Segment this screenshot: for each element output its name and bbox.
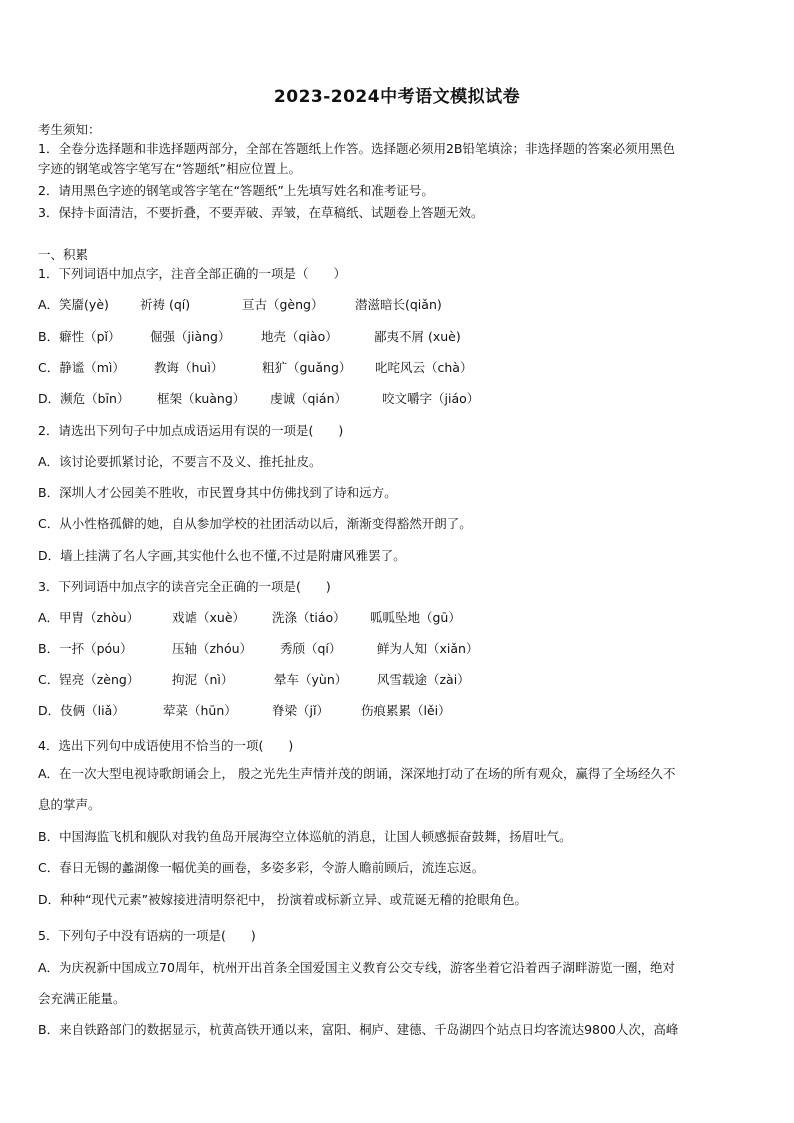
q2-option-a: A．该讨论要抓紧讨论，不要言不及义、推托扯皮。	[38, 454, 322, 469]
q4-option-a-line-2: 息的掌声。	[38, 797, 101, 812]
q5-option-a-line-1: A．为庆祝新中国成立70周年，杭州开出首条全国爱国主义教育公交专线，游客坐着它沿着西子湖畔游览一圈，绝对	[38, 960, 675, 975]
q4-option-c: C．春日无锡的蠡湖像一幅优美的画卷，多姿多彩，令游人瞻前顾后，流连忘返。	[38, 860, 485, 875]
q5-stem: 5．下列句子中没有语病的一项是( )	[38, 928, 256, 943]
q5-option-a-line-2: 会充满正能量。	[38, 991, 126, 1006]
q5-option-b-line-1: B．来自铁路部门的数据显示，杭黄高铁开通以来，富阳、桐庐、建德、千岛湖四个站点日均客流达9800人次，高峰	[38, 1022, 679, 1037]
q4-option-d: D．种种“现代元素”被嫁接进清明祭祀中， 扮演着或标新立异、或荒诞无稽的抢眼角色。	[38, 892, 528, 907]
notice-item-3: 3．保持卡面清洁，不要折叠，不要弄破、弄皱，在草稿纸、试题卷上答题无效。	[38, 205, 484, 220]
q4-stem: 4．选出下列句中成语使用不恰当的一项( )	[38, 738, 294, 753]
q4-option-a-line-1: A．在一次大型电视诗歌朗诵会上， 殷之光先生声情并茂的朗诵，深深地打动了在场的所有观众，赢得了全场经久不	[38, 766, 676, 781]
q2-option-c: C．从小性格孤僻的她，自从参加学校的社团活动以后，渐渐变得豁然开朗了。	[38, 516, 472, 531]
q2-option-d: D．墙上挂满了名人字画,其实他什么也不懂,不过是附庸风雅罢了。	[38, 548, 406, 563]
notice-item-1-line-2: 字迹的钢笔或答字笔写在“答题纸”相应位置上。	[38, 161, 301, 176]
notice-item-1-line-1: 1．全卷分选择题和非选择题两部分，全部在答题纸上作答。选择题必须用2B铅笔填涂；非选择题的答案必须用黑色	[38, 141, 675, 156]
notice-item-2: 2．请用黑色字迹的钢笔或答字笔在“答题纸”上先填写姓名和准考证号。	[38, 183, 434, 198]
q1-stem: 1．下列词语中加点字，注音全部正确的一项是（ ）	[38, 266, 346, 281]
exam-title: 2023-2024中考语文模拟试卷	[273, 87, 521, 107]
q4-option-b: B．中国海监飞机和舰队对我钓鱼岛开展海空立体巡航的消息，让国人顿感振奋鼓舞，扬眉吐气。	[38, 829, 572, 844]
section-heading: 一、积累	[38, 247, 89, 262]
exam-page: 2023-2024中考语文模拟试卷 考生须知： 1．全卷分选择题和非选择题两部分，全部在答题纸上作答。选择题必须用2B铅笔填涂；非选择题的答案必须用黑色 字迹的钢笔或答字笔写在“答题纸”相应位置上。 2．请用黑色字迹的钢笔或答字笔在“答题纸”上先填写姓名和准考证号。 3．保持卡面清洁，不要折叠，不要弄破、弄皱，在草稿纸、试题卷上答题无效。 一、积累 1．下列词语中加点字，注音全部正确的一项是（ ） A．笑靥(yè) 祈祷 (qí) 亘古（gèng） 潜滋暗长(qiǎn) B．癖性（pǐ） 倔强（jiàng） 地壳（qiào） 鄙夷不屑 (xuè) C．静谧（mì） 教诲（huì） 粗犷（guǎng） 叱咤风云（chà） D．濒危（bīn） 框架（kuàng） 虔诚（qián） 咬文嚼字（jiáo） 2．请选出下列句子中加点成语运用有误的一项是( ) A．该讨论要抓紧讨论，不要言不及义、推托扯皮。 B．深圳人才公园美不胜收，市民置身其中仿佛找到了诗和远方。 C．从小性格孤僻的她，自从参加学校的社团活动以后，渐渐变得豁然开朗了。 D．墙上挂满了名人字画,其实他什么也不懂,不过是附庸风雅罢了。 3．下列词语中加点字的读音完全正确的一项是( ) A．甲胄（zhòu） 戏谑（xuè） 洗涤（tiáo） 呱呱坠地（gū） B．一抔（póu） 压轴（zhóu） 秀颀（qí） 鲜为人知（xiǎn） C．锃亮（zèng） 拘泥（nì） 晕车（yùn） 风雪载途（zài） D．伎俩（liǎ） 荤菜（hūn） 脊梁（jǐ） 伤痕累累（lěi） 4．选出下列句中成语使用不恰当的一项( ) A．在一次大型电视诗歌朗诵会上， 殷之光先生声情并茂的朗诵，深深地打动了在场的所有观众，赢得了全场经久不 息的掌声。 B．中国海监飞机和舰队对我钓鱼岛开展海空立体巡航的消息，让国人顿感振奋鼓舞，扬眉吐气。 C．春日无锡的蠡湖像一幅优美的画卷，多姿多彩，令游人瞻前顾后，流连忘返。 D．种种“现代元素”被嫁接进清明祭祀中， 扮演着或标新立异、或荒诞无稽的抢眼角色。 5．下列句子中没有语病的一项是( ) A．为庆祝新中国成立70周年，杭州开出首条全国爱国主义教育公交专线，游客坐着它沿着西子湖畔游览一圈，绝对 会充满正能量。 B．来自铁路部门的数据显示，杭黄高铁开通以来，富阳、桐庐、建德、千岛湖四个站点日均客流达9800人次，高峰	[0, 0, 794, 1123]
q2-stem: 2．请选出下列句子中加点成语运用有误的一项是( )	[38, 423, 344, 438]
q2-option-b: B．深圳人才公园美不胜收，市民置身其中仿佛找到了诗和远方。	[38, 485, 397, 500]
notice-heading: 考生须知：	[38, 122, 101, 137]
q3-stem: 3．下列词语中加点字的读音完全正确的一项是( )	[38, 579, 331, 594]
